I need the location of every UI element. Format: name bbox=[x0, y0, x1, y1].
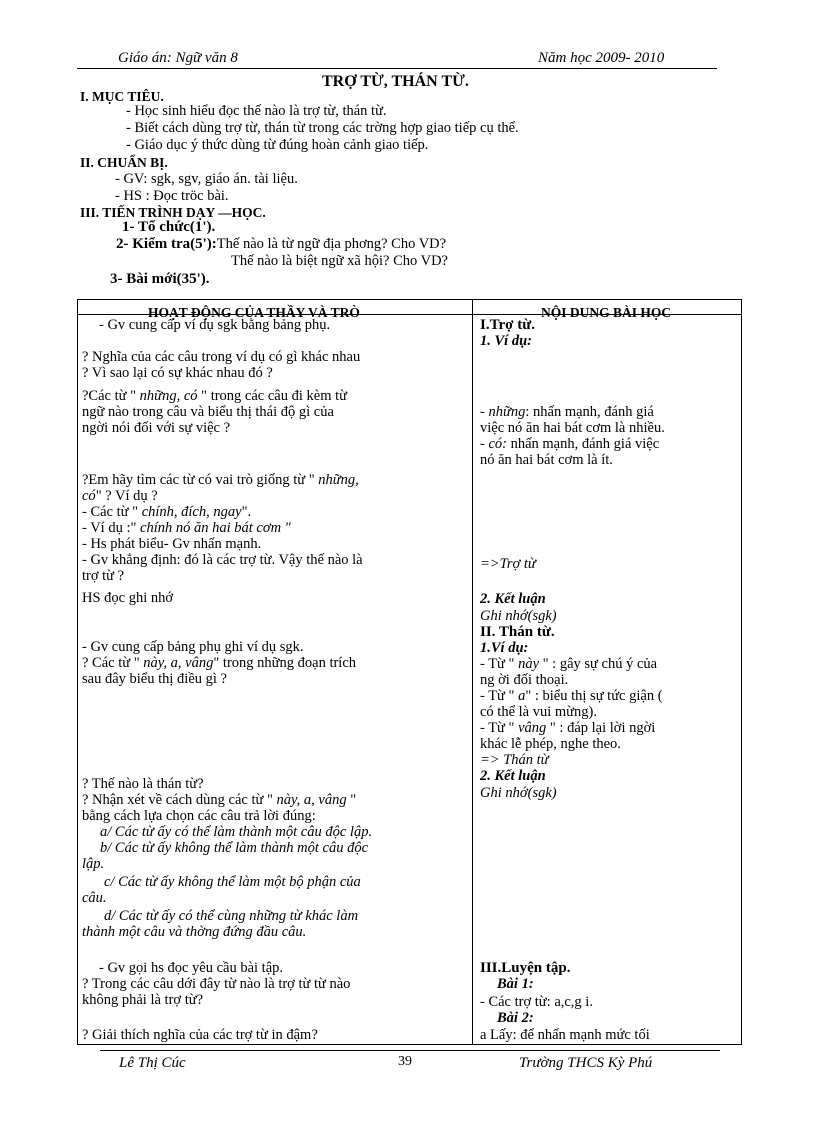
text-run: - Từ " bbox=[480, 656, 519, 672]
activity-line: sau đây biểu thị điều gì ? bbox=[82, 671, 227, 687]
text-run: - Các từ " bbox=[82, 504, 142, 520]
text-run: " : gây sự chú ý của bbox=[539, 656, 658, 672]
step-check-question-2: Thế nào là biệt ngữ xã hội? Cho VD? bbox=[231, 253, 448, 269]
text-run: " : đáp lại lời ngời bbox=[546, 720, 656, 736]
answer-option: b/ Các từ ấy không thể làm thành một câu độc bbox=[100, 840, 369, 856]
text-run: " trong những đoạn trích bbox=[213, 655, 357, 671]
text-run: " trong các câu đi kèm từ bbox=[197, 388, 347, 404]
activity-line: ? Nghĩa của các câu trong ví dụ có gì khác nhau bbox=[82, 349, 361, 365]
table-left-border bbox=[77, 299, 78, 1044]
activity-line bbox=[82, 656, 356, 672]
activity-line: - Gv gọi hs đọc yêu cầu bài tập. bbox=[99, 960, 284, 976]
content-line bbox=[480, 405, 654, 421]
text-run-italic: - những bbox=[480, 404, 526, 420]
activity-line: ? Thế nào là thán từ? bbox=[82, 776, 204, 792]
activity-line bbox=[82, 505, 251, 521]
activity-line bbox=[82, 489, 158, 505]
answer-option: c/ Các từ ấy không thể làm một bộ phận của bbox=[104, 874, 361, 890]
text-run-italic: vâng bbox=[518, 720, 547, 736]
activity-line: ngời nói đối với sự việc ? bbox=[82, 420, 231, 436]
text-run: ? Các từ " bbox=[82, 655, 144, 671]
table-top-border bbox=[77, 299, 742, 300]
activity-line: bằng cách lựa chọn các câu trả lời đúng: bbox=[82, 808, 316, 824]
content-line bbox=[480, 689, 663, 705]
text-run: ?Em hãy tìm các từ có vai trò giống từ " bbox=[82, 472, 319, 488]
text-run: ". bbox=[241, 504, 252, 520]
text-run: - Từ " bbox=[480, 720, 519, 736]
text-run-italic: này bbox=[518, 656, 540, 672]
activity-line bbox=[82, 473, 359, 489]
header-rule bbox=[77, 68, 717, 69]
page-title: TRỢ TỪ, THÁN TỪ. bbox=[322, 73, 469, 90]
text-run: ? Nhận xét về cách dùng các từ " bbox=[82, 792, 277, 808]
content-heading: III.Luyện tập. bbox=[480, 960, 571, 976]
table-bottom-border bbox=[77, 1044, 742, 1045]
activity-line: không phải là trợ từ? bbox=[82, 992, 204, 1008]
section1-heading: I. MỤC TIÊU. bbox=[80, 89, 164, 104]
answer-option: lập. bbox=[82, 856, 105, 872]
activity-line: HS đọc ghi nhớ bbox=[82, 590, 174, 606]
step-check bbox=[116, 236, 446, 253]
text-run: " bbox=[346, 792, 357, 808]
content-line: =>Trợ từ bbox=[480, 556, 536, 572]
activity-line: trợ từ ? bbox=[82, 568, 125, 584]
content-line bbox=[480, 437, 659, 453]
content-line: ng ời đối thoại. bbox=[480, 672, 569, 688]
text-run: " ? Ví dụ ? bbox=[95, 488, 158, 504]
content-line: khác lễ phép, nghe theo. bbox=[480, 736, 621, 752]
content-line bbox=[480, 721, 655, 737]
step-organize: 1- Tổ chức(1'). bbox=[122, 219, 216, 235]
text-run-italic: này, a, vâng bbox=[143, 655, 214, 671]
content-line: a Lấy: để nhấn mạnh mức tối bbox=[480, 1027, 650, 1043]
answer-option: thành một câu và thờng đứng đầu câu. bbox=[82, 924, 307, 940]
answer-option: d/ Các từ ấy có thể cùng những từ khác làm bbox=[104, 908, 359, 924]
content-line: việc nó ăn hai bát cơm là nhiều. bbox=[480, 420, 665, 436]
text-run-italic: chính, đích, ngay bbox=[141, 504, 242, 520]
text-run: : nhấn mạnh, đánh giá bbox=[525, 404, 654, 420]
content-subheading: 1.Ví dụ: bbox=[480, 640, 529, 656]
activity-line bbox=[82, 389, 466, 405]
activity-line: ngữ nào trong câu và biểu thị thái độ gì của bbox=[82, 404, 334, 420]
content-subheading: 2. Kết luận bbox=[480, 591, 546, 607]
preparation-item: - GV: sgk, sgv, giáo án. tài liệu. bbox=[115, 171, 298, 187]
text-run: nhấn mạnh, đánh giá việc bbox=[506, 436, 660, 452]
content-line: có thể là vui mừng). bbox=[480, 704, 597, 720]
answer-option: câu. bbox=[82, 890, 107, 906]
footer-rule bbox=[100, 1050, 720, 1051]
content-heading: II. Thán từ. bbox=[480, 624, 555, 640]
objective-item: - Biết cách dùng trợ từ, thán từ trong các trờng hợp giao tiếp cụ thể. bbox=[126, 120, 519, 136]
activity-line: ? Trong các câu dới đây từ nào là trợ từ từ nào bbox=[82, 976, 351, 992]
text-run-italic: a bbox=[518, 688, 526, 704]
content-line: Ghi nhớ(sgk) bbox=[480, 608, 557, 624]
header-right: Năm học 2009- 2010 bbox=[538, 50, 665, 66]
content-subheading: Bài 2: bbox=[497, 1010, 534, 1026]
activity-line bbox=[82, 521, 291, 537]
activity-line: ? Vì sao lại có sự khác nhau đó ? bbox=[82, 365, 273, 381]
content-line: => Thán từ bbox=[480, 752, 549, 768]
activity-line: - Gv cung cấp bảng phụ ghi ví dụ sgk. bbox=[82, 639, 304, 655]
footer-school: Trường THCS Kỳ Phú bbox=[519, 1055, 653, 1071]
text-run-italic: có bbox=[82, 488, 96, 504]
text-run: - Từ " bbox=[480, 688, 519, 704]
activity-line: - Gv khẳng định: đó là các trợ từ. Vậy thế nào là bbox=[82, 552, 363, 568]
text-run-italic: những, có bbox=[139, 388, 198, 404]
column-header-content: NỘI DUNG BÀI HỌC bbox=[541, 305, 672, 320]
content-line bbox=[480, 657, 657, 673]
step-check-label: 2- Kiểm tra(5'): bbox=[116, 236, 217, 252]
activity-line: - Hs phát biểu- Gv nhấn mạnh. bbox=[82, 536, 262, 552]
section3-heading: III. TIẾN TRÌNH DẠY —HỌC. bbox=[80, 205, 266, 220]
table-column-divider bbox=[472, 299, 473, 1044]
text-run-italic: - có: bbox=[480, 436, 507, 452]
content-line: Ghi nhớ(sgk) bbox=[480, 785, 557, 801]
objective-item: - Giáo dục ý thức dùng từ đúng hoàn cảnh giao tiếp. bbox=[126, 137, 429, 153]
text-run-italic: này, a, vâng bbox=[276, 792, 347, 808]
page-number: 39 bbox=[398, 1054, 412, 1069]
content-line: - Các trợ từ: a,c,g i. bbox=[480, 994, 593, 1010]
preparation-item: - HS : Đọc tröc bài. bbox=[115, 188, 229, 204]
answer-option: a/ Các từ ấy có thể làm thành một câu độc lập. bbox=[100, 824, 373, 840]
content-heading: I.Trợ từ. bbox=[480, 317, 535, 333]
column-header-activities: HOẠT ĐỘNG CỦA THẦY VÀ TRÒ bbox=[148, 305, 360, 320]
content-line: nó ăn hai bát cơm là ít. bbox=[480, 452, 613, 468]
step-check-question: Thế nào là từ ngữ địa phơng? Cho VD? bbox=[216, 236, 447, 252]
activity-line bbox=[82, 793, 356, 809]
section2-heading: II. CHUẨN BỊ. bbox=[80, 155, 168, 170]
text-run: " : biểu thị sự tức giận ( bbox=[525, 688, 663, 704]
footer-author: Lê Thị Cúc bbox=[119, 1055, 186, 1071]
content-subheading: Bài 1: bbox=[497, 976, 534, 992]
table-right-border bbox=[741, 299, 742, 1044]
text-run: ?Các từ " bbox=[82, 388, 140, 404]
content-subheading: 1. Ví dụ: bbox=[480, 333, 532, 349]
activity-line: ? Giải thích nghĩa của các trợ từ in đậm? bbox=[82, 1027, 318, 1043]
objective-item: - Học sinh hiểu đọc thế nào là trợ từ, thán từ. bbox=[126, 103, 387, 119]
text-run-italic: những, bbox=[318, 472, 359, 488]
text-run-italic: chính nó ăn hai bát cơm " bbox=[140, 520, 291, 536]
content-subheading: 2. Kết luận bbox=[480, 768, 546, 784]
header-left: Giáo án: Ngữ văn 8 bbox=[118, 50, 238, 66]
text-run: - Ví dụ :" bbox=[82, 520, 141, 536]
step-new-lesson: 3- Bài mới(35'). bbox=[110, 271, 210, 287]
activity-line: - Gv cung cấp ví dụ sgk bằng bảng phụ. bbox=[99, 317, 331, 333]
